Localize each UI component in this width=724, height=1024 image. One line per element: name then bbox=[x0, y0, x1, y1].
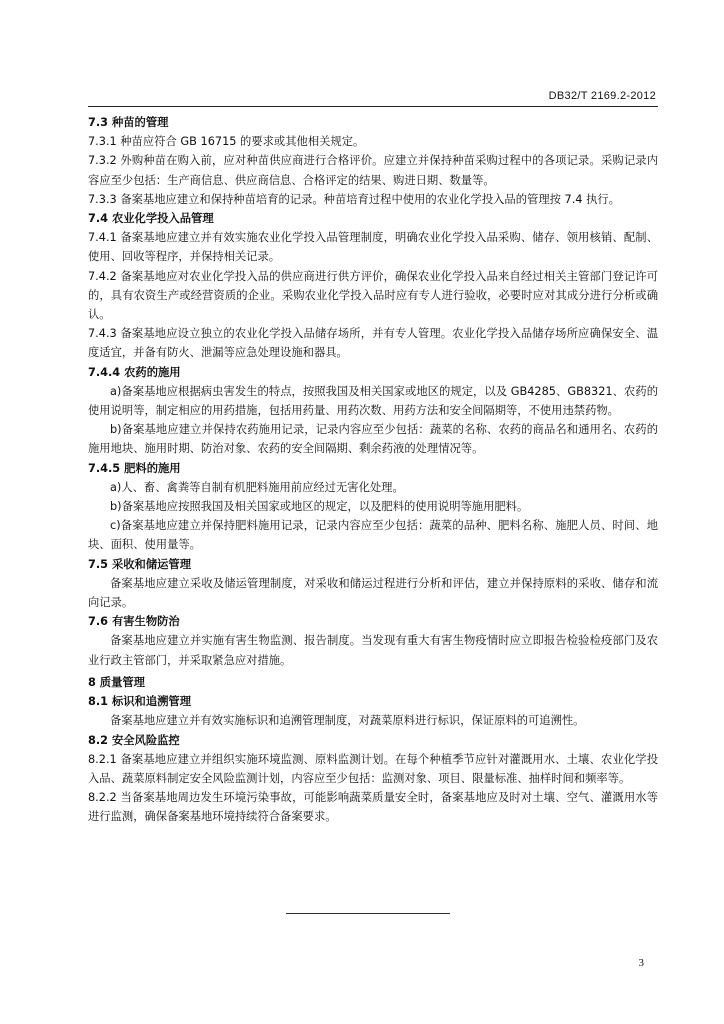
paragraph: b)备案基地应按照我国及相关国家或地区的规定，以及肥料的使用说明等施用肥料。 bbox=[110, 500, 529, 514]
section-heading: 7.4.4 农药的施用 bbox=[88, 365, 181, 379]
paragraph: a)备案基地应根据病虫害发生的特点，按照我国及相关国家或地区的规定，以及 GB4285、GB8321、农药的使用说明等，制定相应的用药措施，包括用药量、用药次数、用药方法和安全间隔期等，不使用违禁药物。 bbox=[88, 384, 658, 418]
paragraph: 7.3.2 外购种苗在购入前，应对种苗供应商进行合格评价。应建立并保持种苗采购过程中的各项记录。采购记录内容应至少包括：生产商信息、供应商信息、合格评定的结果、购进日期、数量等。 bbox=[88, 154, 658, 187]
end-rule bbox=[286, 913, 450, 914]
section-heading: 8.1 标识和追溯管理 bbox=[88, 695, 192, 709]
paragraph: 7.3.3 备案基地应建立和保持种苗培育的记录。种苗培育过程中使用的农业化学投入品的管理按 7.4 执行。 bbox=[88, 192, 620, 206]
header-rule bbox=[88, 106, 658, 107]
section-heading: 8.2 安全风险监控 bbox=[88, 733, 180, 747]
paragraph: 7.4.2 备案基地应对农业化学投入品的供应商进行供方评价，确保农业化学投入品来自经过相关主管部门登记许可的，具有农资生产或经营资质的企业。采购农业化学投入品时应有专人进行验收，必要时应对其成分进行分析或确认。 bbox=[88, 269, 658, 322]
paragraph: a)人、畜、禽粪等自制有机肥料施用前应经过无害化处理。 bbox=[110, 480, 404, 494]
paragraph: 备案基地应建立并实施有害生物监测、报告制度。当发现有重大有害生物疫情时应立即报告检验检疫部门及农业行政主管部门，并采取紧急应对措施。 bbox=[88, 634, 658, 667]
paragraph: b)备案基地应建立并保持农药施用记录，记录内容应至少包括：蔬菜的名称、农药的商品名和通用名、农药的施用地块、施用时期、防治对象、农药的安全间隔期、剩余药液的处理情况等。 bbox=[88, 423, 658, 456]
paragraph: 备案基地应建立采收及储运管理制度，对采收和储运过程进行分析和评估，建立并保持原料的采收、储存和流向记录。 bbox=[88, 576, 658, 610]
paragraph: 7.4.3 备案基地应设立独立的农业化学投入品储存场所，并有专人管理。农业化学投入品储存场所应确保安全、温度适宜，并备有防火、泄漏等应急处理设施和器具。 bbox=[88, 327, 658, 360]
paragraph: 8.2.1 备案基地应建立并组织实施环境监测、原料监测计划。在每个种植季节应针对灌溉用水、土壤、农业化学投入品、蔬菜原料制定安全风险监测计划，内容应至少包括：监测对象、项目、限量标准、抽样时间和频率等。 bbox=[88, 752, 658, 785]
section-heading: 7.4 农业化学投入品管理 bbox=[88, 212, 214, 226]
running-header: DB32/T 2169.2-2012 bbox=[548, 90, 656, 102]
section-heading: 8 质量管理 bbox=[88, 675, 145, 689]
paragraph: 8.2.2 当备案基地周边发生环境污染事故，可能影响蔬菜质量安全时，备案基地应及时对土壤、空气、灌溉用水等进行监测，确保备案基地环境持续符合备案要求。 bbox=[88, 791, 658, 824]
paragraph: 备案基地应建立并有效实施标识和追溯管理制度，对蔬菜原料进行标识，保证原料的可追溯性。 bbox=[110, 714, 585, 728]
paragraph: c)备案基地应建立并保持肥料施用记录，记录内容应至少包括：蔬菜的品种、肥料名称、施肥人员、时间、地块、面积、使用量等。 bbox=[88, 519, 658, 552]
section-heading: 7.3 种苗的管理 bbox=[88, 116, 169, 129]
section-heading: 7.6 有害生物防治 bbox=[88, 615, 180, 629]
page-number: 3 bbox=[638, 957, 644, 969]
document-body bbox=[88, 113, 658, 827]
section-heading: 7.5 采收和储运管理 bbox=[88, 557, 192, 571]
paragraph: 7.4.1 备案基地应建立并有效实施农业化学投入品管理制度，明确农业化学投入品采购、储存、领用核销、配制、使用、回收等程序，并保持相关记录。 bbox=[88, 231, 658, 264]
section-heading: 7.4.5 肥料的施用 bbox=[88, 461, 181, 475]
paragraph: 7.3.1 种苗应符合 GB 16715 的要求或其他相关规定。 bbox=[88, 135, 365, 149]
